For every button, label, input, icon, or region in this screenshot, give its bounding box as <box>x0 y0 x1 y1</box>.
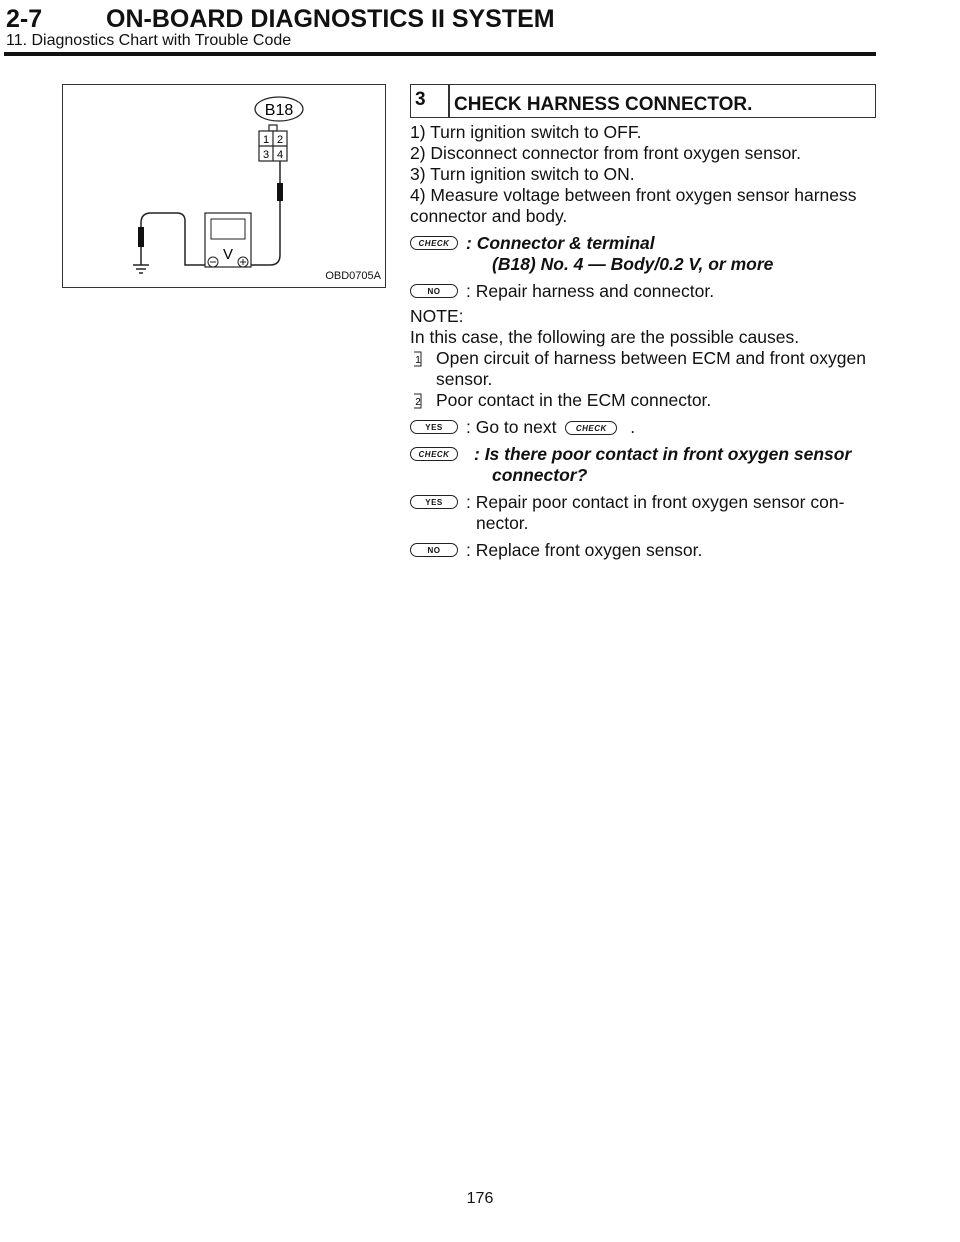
svg-text:1: 1 <box>415 355 421 366</box>
probe-negative <box>138 227 144 247</box>
cause-1-line2: sensor. <box>436 369 493 389</box>
cause-2-mark <box>410 393 424 412</box>
note-intro: In this case, the following are the possible causes. <box>410 327 800 347</box>
check-criteria-line1: : Connector & terminal <box>466 233 655 253</box>
check-question-line1: : Is there poor contact in front oxygen sensor <box>474 444 852 464</box>
pin-3: 3 <box>262 149 270 161</box>
no-badge-icon: NO <box>410 284 458 298</box>
instruction-4-cont: connector and body. <box>410 206 568 226</box>
check-question <box>410 444 882 486</box>
check-badge-icon: CHECK <box>410 236 458 250</box>
step-divider <box>448 85 450 117</box>
check-badge-icon-2: CHECK <box>410 447 458 461</box>
cause-2-text: Poor contact in the ECM connector. <box>436 390 712 410</box>
instruction-1: 1) Turn ignition switch to OFF. <box>410 122 642 142</box>
yes-result-1-prefix: : Go to next <box>466 417 557 437</box>
pin-4: 4 <box>276 149 284 161</box>
pin-2: 2 <box>276 134 284 146</box>
step-header <box>410 84 876 118</box>
cause-1-line1: Open circuit of harness between ECM and front oxygen <box>436 348 866 368</box>
instruction-list <box>410 122 882 227</box>
no-result-1-text: : Repair harness and connector. <box>466 281 715 301</box>
note-block <box>410 306 882 411</box>
pin-1: 1 <box>262 134 270 146</box>
yes-result-1 <box>410 417 882 438</box>
yes-result-2-line1: : Repair poor contact in front oxygen sensor con- <box>466 492 845 512</box>
check-badge-inline-icon: CHECK <box>565 421 617 435</box>
note-heading: NOTE: <box>410 306 464 326</box>
check-criteria <box>410 233 882 275</box>
check-question-line2: connector? <box>492 465 588 485</box>
yes-result-2-line2: nector. <box>476 513 529 533</box>
figure-caption: OBD0705A <box>325 270 381 282</box>
page-number: 176 <box>466 1190 494 1207</box>
no-result-1 <box>410 281 882 302</box>
cause-1-mark <box>410 351 424 370</box>
svg-text:2: 2 <box>415 397 421 408</box>
section-number: 2-7 <box>6 5 43 33</box>
cause-1 <box>410 348 882 390</box>
voltmeter-symbol: V <box>222 246 234 263</box>
section-subtitle: 11. Diagnostics Chart with Trouble Code <box>6 32 292 49</box>
probe-positive <box>277 183 283 201</box>
connector-label: B18 <box>264 102 294 119</box>
instruction-2: 2) Disconnect connector from front oxygen sensor. <box>410 143 802 163</box>
yes-badge-icon: YES <box>410 420 458 434</box>
ground-icon <box>133 265 149 273</box>
wiring-diagram <box>63 85 387 289</box>
wiring-figure <box>62 84 386 288</box>
header-rule <box>4 52 876 56</box>
check-criteria-line2: (B18) No. 4 — Body/0.2 V, or more <box>492 254 774 274</box>
connector-latch <box>269 125 277 131</box>
step-title: CHECK HARNESS CONNECTOR. <box>454 94 753 115</box>
no-result-2-text: : Replace front oxygen sensor. <box>466 540 703 560</box>
no-result-2 <box>410 540 882 561</box>
no-badge-icon-2: NO <box>410 543 458 557</box>
yes-result-2 <box>410 492 882 534</box>
step-number: 3 <box>415 89 426 110</box>
instruction-4: 4) Measure voltage between front oxygen sensor harness <box>410 185 857 205</box>
step-content <box>410 122 882 561</box>
cause-2 <box>410 390 882 411</box>
instruction-3: 3) Turn ignition switch to ON. <box>410 164 635 184</box>
section-title: ON-BOARD DIAGNOSTICS II SYSTEM <box>106 5 555 33</box>
yes-badge-icon-2: YES <box>410 495 458 509</box>
yes-result-1-suffix: . <box>630 417 636 437</box>
